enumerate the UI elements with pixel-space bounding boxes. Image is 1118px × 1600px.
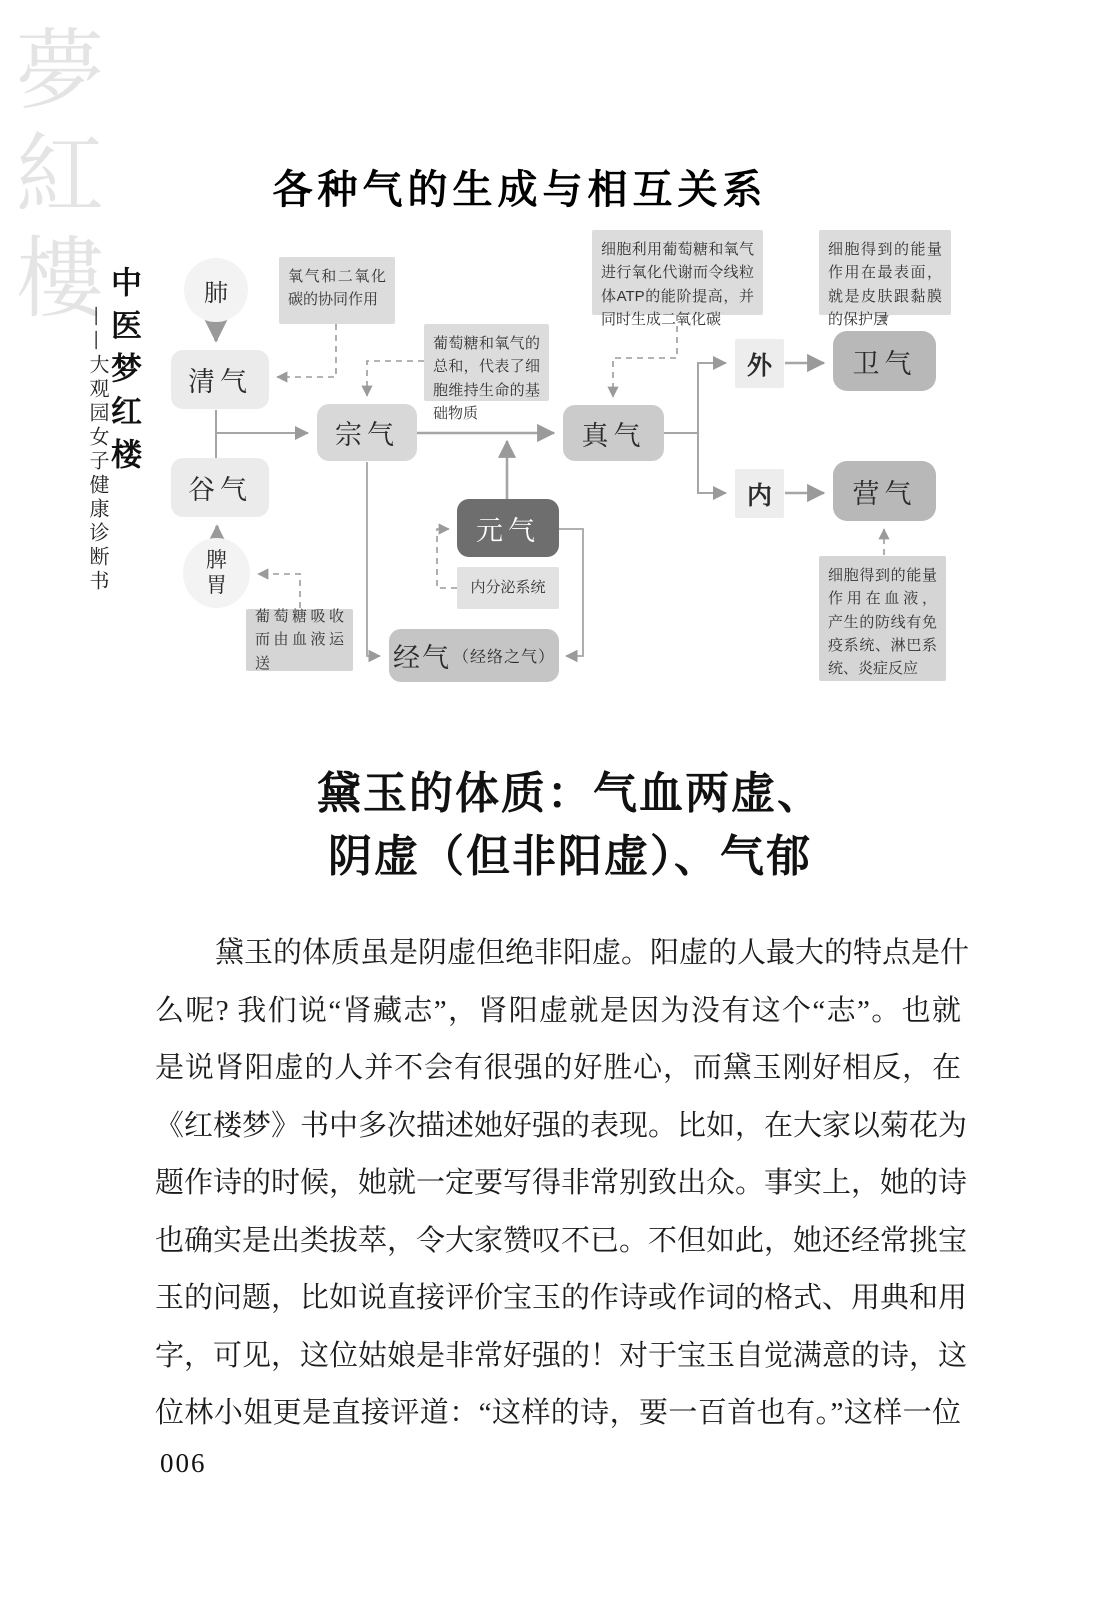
section-heading-line2: 阴虚（但非阳虚）、气郁 <box>328 831 812 882</box>
watermark-char: 樓 <box>16 226 105 330</box>
annotation-glucose-oxygen-sum <box>424 324 549 422</box>
node-lung-label: 肺 <box>204 279 228 307</box>
node-jingqi-sublabel: （经络之气） <box>452 649 555 666</box>
annotation-cell-metabolism <box>592 230 763 328</box>
node-zongqi <box>317 404 417 461</box>
node-jingqi <box>389 629 559 682</box>
node-endocrine <box>457 567 559 609</box>
node-wai-label: 外 <box>746 351 772 380</box>
node-weiqi <box>833 331 936 391</box>
node-qingqi-label: 清气 <box>188 367 252 397</box>
annotation-glucose-absorption <box>246 609 353 671</box>
annotation-text: 氧气和二氧化碳的协同作用 <box>288 268 386 309</box>
body-line: 《红楼梦》书中多次描述她好强的表现。比如，在大家以菊花为 <box>155 1109 968 1142</box>
node-yuanqi <box>457 499 559 557</box>
annotation-text: 葡萄糖吸收而由血液运送 <box>255 608 344 672</box>
node-lung <box>184 258 248 322</box>
node-nei <box>735 469 784 518</box>
node-zhenqi-label: 真气 <box>581 420 646 451</box>
book-subtitle-vertical: ——大观园女子健康诊断书 <box>86 306 110 594</box>
body-paragraph <box>155 925 970 1443</box>
body-line: 么呢? 我们说“肾藏志”，肾阳虚就是因为没有这个“志”。也就 <box>155 994 961 1027</box>
diagram-title: 各种气的生成与相互关系 <box>272 167 768 212</box>
annotation-text: 细胞得到的能量作用在血液， 产生的防线有免疫系统、淋巴系统、炎症反应 <box>828 567 937 677</box>
annotation-energy-surface <box>819 230 951 328</box>
diagram-connectors <box>0 0 1118 720</box>
watermark-char: 夢 <box>16 19 105 122</box>
body-line: 玉的问题，比如说直接评价宝玉的作诗或作词的格式、用典和用 <box>155 1282 968 1314</box>
node-endocrine-label: 内分泌系统 <box>470 579 546 597</box>
node-yingqi-label: 营气 <box>852 478 917 509</box>
node-guqi <box>171 458 269 517</box>
node-nei-label: 内 <box>746 481 772 510</box>
node-zhenqi <box>563 405 664 461</box>
node-yuanqi-label: 元气 <box>476 515 540 546</box>
node-wai <box>735 339 784 388</box>
body-line: 位林小姐更是直接评道：“这样的诗，要一百首也有。”这样一位 <box>155 1397 961 1429</box>
annotation-text: 细胞利用葡萄糖和氧气进行氧化代谢而令线粒体ATP的能阶提高，并同时生成二氧化碳 <box>601 241 754 328</box>
node-jingqi-label: 经气 <box>392 643 451 673</box>
body-line: 是说肾阳虚的人并不会有很强的好胜心，而黛玉刚好相反，在 <box>155 1052 961 1084</box>
body-line: 题作诗的时候，她就一定要写得非常别致出众。事实上，她的诗 <box>155 1167 968 1199</box>
body-line: 黛玉的体质虽是阴虚但绝非阳虚。阳虚的人最大的特点是什 <box>215 937 970 969</box>
annotation-energy-blood <box>819 556 946 681</box>
watermark-char: 紅 <box>16 122 105 226</box>
annotation-text: 细胞得到的能量作用在最表面，就是皮肤跟黏膜的保护层 <box>828 241 942 328</box>
node-qingqi <box>171 350 269 409</box>
node-guqi-label: 谷气 <box>188 475 252 505</box>
section-heading-line1: 黛玉的体质：气血两虚、 <box>317 768 823 819</box>
node-spleen-stomach-label: 脾胃 <box>206 548 227 597</box>
body-line: 也确实是出类拔萃，令大家赞叹不已。不但如此，她还经常挑宝 <box>155 1224 968 1257</box>
node-weiqi-label: 卫气 <box>852 348 917 379</box>
node-zongqi-label: 宗气 <box>335 420 399 450</box>
page-number: 006 <box>160 1448 207 1478</box>
body-line: 字，可见，这位姑娘是非常好强的！对于宝玉自觉满意的诗，这 <box>155 1339 968 1372</box>
book-title-vertical: 中医梦红楼 <box>105 266 141 481</box>
annotation-text: 葡萄糖和氧气的总和，代表了细胞维持生命的基础物质 <box>433 335 540 422</box>
node-spleen-stomach <box>183 538 250 608</box>
annotation-oxygen-co2 <box>279 257 395 324</box>
node-yingqi <box>833 461 936 521</box>
